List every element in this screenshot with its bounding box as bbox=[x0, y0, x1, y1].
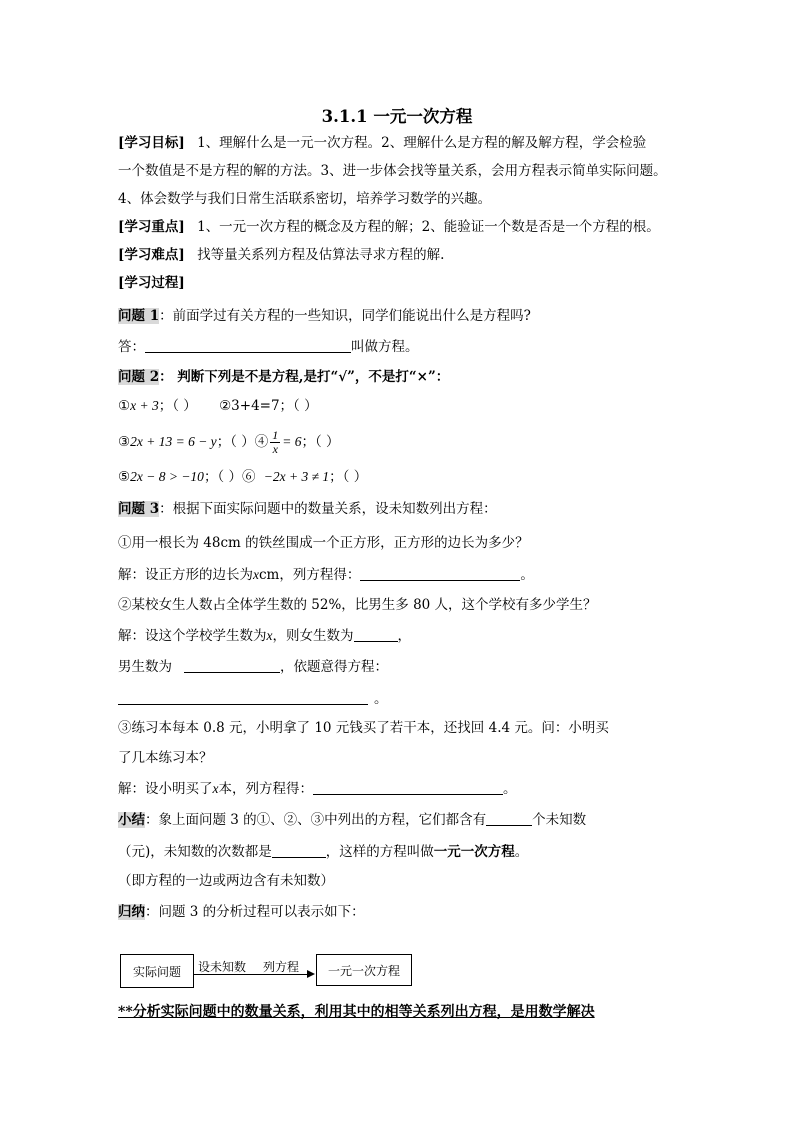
fraction-denominator: x bbox=[272, 442, 278, 456]
learning-goals-line-1 bbox=[118, 133, 678, 153]
learning-goals-text-1: 1、理解什么是一元一次方程。2、理解什么是方程的解及解方程，学会检验 bbox=[197, 135, 647, 151]
induction-label: 归纳 bbox=[118, 904, 145, 920]
answer-prefix: 答： bbox=[118, 339, 145, 355]
learning-goals-line-3: 4、体会数学与我们日常生活联系密切，培养学习数学的兴趣。 bbox=[118, 191, 492, 207]
summary-label: 小结 bbox=[118, 812, 145, 828]
boys-count-blank[interactable] bbox=[184, 658, 280, 673]
item-5-marker: ⑤ bbox=[118, 469, 131, 485]
summary-term: 一元一次方程 bbox=[433, 844, 515, 860]
girls-count-blank[interactable] bbox=[354, 627, 398, 642]
question-3-line bbox=[118, 499, 678, 519]
solution-3-middle: 本，列方程得： bbox=[218, 781, 313, 797]
key-points-label: [学习重点] bbox=[118, 219, 185, 235]
problem-2-text: ②某校女生人数占全体学生数的 52%，比男生多 80 人，这个学校有多少学生？ bbox=[118, 597, 597, 613]
solution-2-line-1 bbox=[118, 626, 678, 646]
item-3-expression: 2x + 13 = 6 − y bbox=[130, 434, 217, 449]
boys-count-text: 男生数为 bbox=[118, 659, 172, 675]
solution-2-equation-blank[interactable] bbox=[118, 690, 368, 705]
process-label: [学习过程] bbox=[118, 275, 185, 291]
solution-3-blank[interactable] bbox=[313, 780, 503, 795]
flow-box-real-problem: 实际问题 bbox=[120, 954, 194, 988]
key-points-text: 1、一元一次方程的概念及方程的解；2、能验证一个数是否是一个方程的根。 bbox=[197, 219, 660, 235]
question-3-label: 问题 3 bbox=[118, 501, 160, 517]
solution-2-line-3 bbox=[118, 689, 678, 709]
question-2-row-2 bbox=[118, 429, 678, 456]
solution-1-end: 。 bbox=[520, 567, 534, 583]
question-2-text: ： 判断下列是不是方程,是打“√”，不是打“×”： bbox=[159, 369, 450, 385]
question-1-answer-line bbox=[118, 337, 678, 357]
summary-text-4: ，这样的方程叫做 bbox=[325, 844, 434, 860]
item-6-answer-bracket[interactable]: ；（ ） bbox=[329, 469, 368, 485]
solution-3-end: 。 bbox=[503, 781, 517, 797]
problem-1-text: ①用一根长为 48cm 的铁丝围成一个正方形，正方形的边长为多少？ bbox=[118, 535, 529, 551]
solution-1-prefix: 解：设正方形的边长为 bbox=[118, 567, 253, 583]
flow-box-linear-equation: 一元一次方程 bbox=[316, 954, 412, 986]
item-1-expression: x + 3 bbox=[130, 398, 159, 413]
flow-arrow-head-icon bbox=[307, 970, 315, 978]
question-2-label: 问题 2 bbox=[118, 369, 160, 385]
solution-2-girls-text: ，则女生数为 bbox=[272, 628, 354, 644]
problem-3-line-2: 了几本练习本？ bbox=[118, 750, 213, 766]
induction-line bbox=[118, 902, 678, 922]
answer-suffix: 叫做方程。 bbox=[351, 339, 419, 355]
difficulties-label: [学习难点] bbox=[118, 247, 185, 263]
fraction-numerator: 1 bbox=[272, 428, 279, 442]
solution-2-end: 。 bbox=[374, 691, 388, 707]
solution-2-line-2 bbox=[118, 657, 678, 677]
summary-text-5: 。 bbox=[514, 844, 529, 860]
flow-step-write-equation: 列方程 bbox=[263, 960, 300, 974]
summary-text-1: ：象上面问题 3 的①、②、③中列出的方程，它们都含有 bbox=[145, 812, 487, 828]
key-points-line bbox=[118, 217, 678, 237]
solution-1-line bbox=[118, 565, 678, 585]
flow-arrow-line bbox=[193, 974, 307, 975]
question-2-row-3 bbox=[118, 467, 678, 487]
question-1-label: 问题 1 bbox=[118, 308, 160, 324]
summary-line-2 bbox=[118, 842, 678, 862]
question-1-line bbox=[118, 306, 678, 326]
question-3-text: ：根据下面实际问题中的数量关系，设未知数列出方程： bbox=[159, 501, 497, 517]
solution-2-comma: ， bbox=[397, 628, 411, 644]
answer-blank[interactable] bbox=[145, 338, 351, 353]
item-2[interactable]: ②3+4=7；（ ） bbox=[219, 398, 318, 414]
solution-3-prefix: 解：设小明买了 bbox=[118, 781, 213, 797]
item-1-marker: ① bbox=[118, 398, 131, 414]
page-title: 3.1.1 一元一次方程 bbox=[321, 107, 473, 126]
learning-goals-line-2: 一个数值是不是方程的解的方法。3、进一步体会找等量关系，会用方程表示简单实际问题。 bbox=[118, 163, 667, 179]
flow-step-set-unknown: 设未知数 bbox=[198, 960, 247, 974]
conclusion-text: **分析实际问题中的数量关系，利用其中的相等关系列出方程，是用数学解决 bbox=[118, 1004, 595, 1020]
solution-2-equation-text: ，依题意得方程： bbox=[280, 659, 388, 675]
problem-3-line-1: ③练习本每本 0.8 元，小明拿了 10 元钱买了若干本，还找回 4.4 元。问：小明买 bbox=[118, 720, 609, 736]
question-2-row-1 bbox=[118, 396, 678, 416]
solution-3-line bbox=[118, 779, 678, 799]
solution-3-variable: x bbox=[212, 781, 219, 796]
item-4-expression: = 6 bbox=[282, 434, 302, 449]
summary-text-3: （元)，未知数的次数都是 bbox=[118, 844, 272, 860]
question-2-line bbox=[118, 367, 678, 387]
learning-goals-label: [学习目标] bbox=[118, 135, 185, 151]
question-1-text: ：前面学过有关方程的一些知识，同学们能说出什么是方程吗? bbox=[159, 308, 531, 324]
difficulties-line bbox=[118, 245, 678, 265]
item-4-fraction bbox=[270, 429, 280, 456]
difficulties-text: 找等量关系列方程及估算法寻求方程的解. bbox=[197, 247, 445, 263]
degree-blank[interactable] bbox=[272, 843, 326, 858]
solution-1-variable: x bbox=[253, 567, 259, 582]
summary-line-1 bbox=[118, 810, 678, 830]
item-6-expression: −2x + 3 ≠ 1 bbox=[263, 469, 330, 484]
item-1-answer-bracket[interactable]: ；（ ） bbox=[158, 398, 197, 414]
solution-2-variable: x bbox=[266, 628, 273, 643]
solution-1-blank[interactable] bbox=[360, 566, 520, 581]
item-3-marker: ③ bbox=[118, 434, 131, 450]
item-5-answer-bracket[interactable]: ；（ ）⑥ bbox=[203, 469, 256, 485]
item-4-answer-bracket[interactable]: ；（ ） bbox=[301, 434, 340, 450]
item-3-answer-bracket[interactable]: ；（ ）④ bbox=[216, 434, 269, 450]
solution-1-middle: cm，列方程得： bbox=[259, 567, 361, 583]
summary-text-2: 个未知数 bbox=[532, 812, 587, 828]
induction-text: ：问题 3 的分析过程可以表示如下： bbox=[145, 904, 365, 920]
summary-note: （即方程的一边或两边含有未知数） bbox=[118, 873, 334, 889]
unknown-count-blank[interactable] bbox=[486, 811, 532, 826]
item-5-expression: 2x − 8 > −10 bbox=[130, 469, 204, 484]
solution-2-prefix: 解：设这个学校学生数为 bbox=[118, 628, 267, 644]
